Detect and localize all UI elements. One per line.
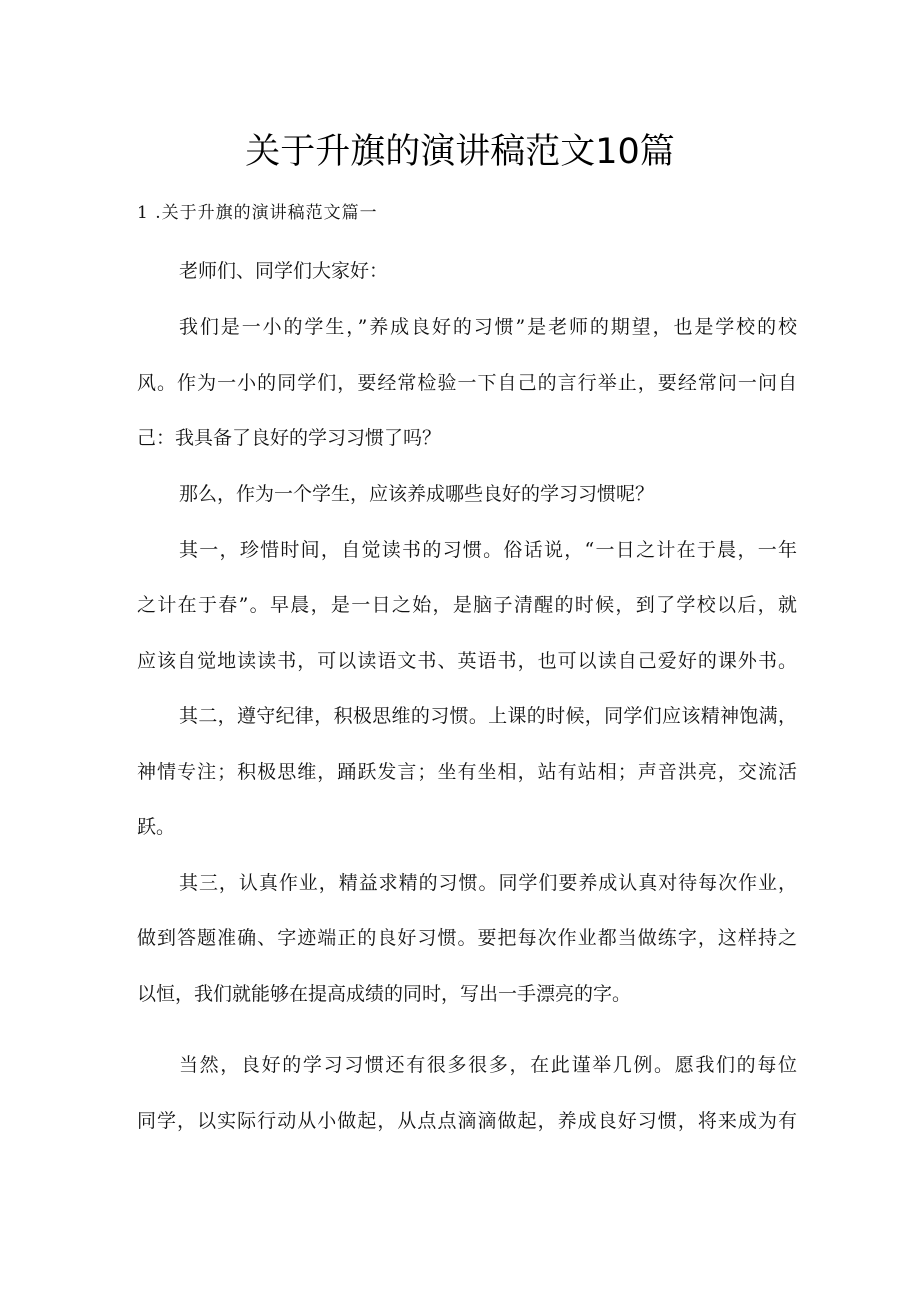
paragraph-line: 之计在于春”。早晨，是一日之始，是脑子清醒的时候，到了学校以后，就 [137, 594, 797, 616]
paragraph-line: 我们是一小的学生，”养成良好的习惯”是老师的期望，也是学校的校 [179, 316, 797, 338]
paragraph-line: 做到答题准确、字迹端正的良好习惯。要把每次作业都当做练字，这样持之 [137, 927, 797, 949]
paragraph-line: 其三，认真作业，精益求精的习惯。同学们要养成认真对待每次作业， [179, 872, 797, 894]
paragraph-line: 同学，以实际行动从小做起，从点点滴滴做起，养成良好习惯，将来成为有 [137, 1110, 797, 1132]
paragraph-line: 跃。 [137, 816, 176, 838]
paragraph-line: 己：我具备了良好的学习习惯了吗？ [137, 427, 442, 449]
paragraph-line: 其一，珍惜时间，自觉读书的习惯。俗话说，“一日之计在于晨，一年 [179, 539, 797, 561]
paragraph-line: 应该自觉地读读书，可以读语文书、英语书，也可以读自己爱好的课外书。 [137, 650, 797, 672]
paragraph-line: 神情专注；积极思维，踊跃发言；坐有坐相，站有站相；声音洪亮，交流活 [137, 761, 797, 783]
paragraph-line: 风。作为一小的同学们，要经常检验一下自己的言行举止，要经常问一问自 [137, 372, 797, 394]
section-heading: 1 .关于升旗的演讲稿范文篇一 [137, 203, 378, 223]
document-title: 关于升旗的演讲稿范文10篇 [245, 132, 675, 172]
paragraph-line: 其二，遵守纪律，积极思维的习惯。上课的时候，同学们应该精神饱满， [179, 705, 797, 727]
paragraph-line: 以恒，我们就能够在提高成绩的同时，写出一手漂亮的字。 [137, 983, 632, 1005]
paragraph-line: 当然，良好的学习习惯还有很多很多，在此谨举几例。愿我们的每位 [179, 1054, 797, 1076]
greeting-line: 老师们、同学们大家好： [179, 260, 389, 282]
paragraph-line: 那么，作为一个学生，应该养成哪些良好的学习习惯呢？ [179, 483, 655, 505]
